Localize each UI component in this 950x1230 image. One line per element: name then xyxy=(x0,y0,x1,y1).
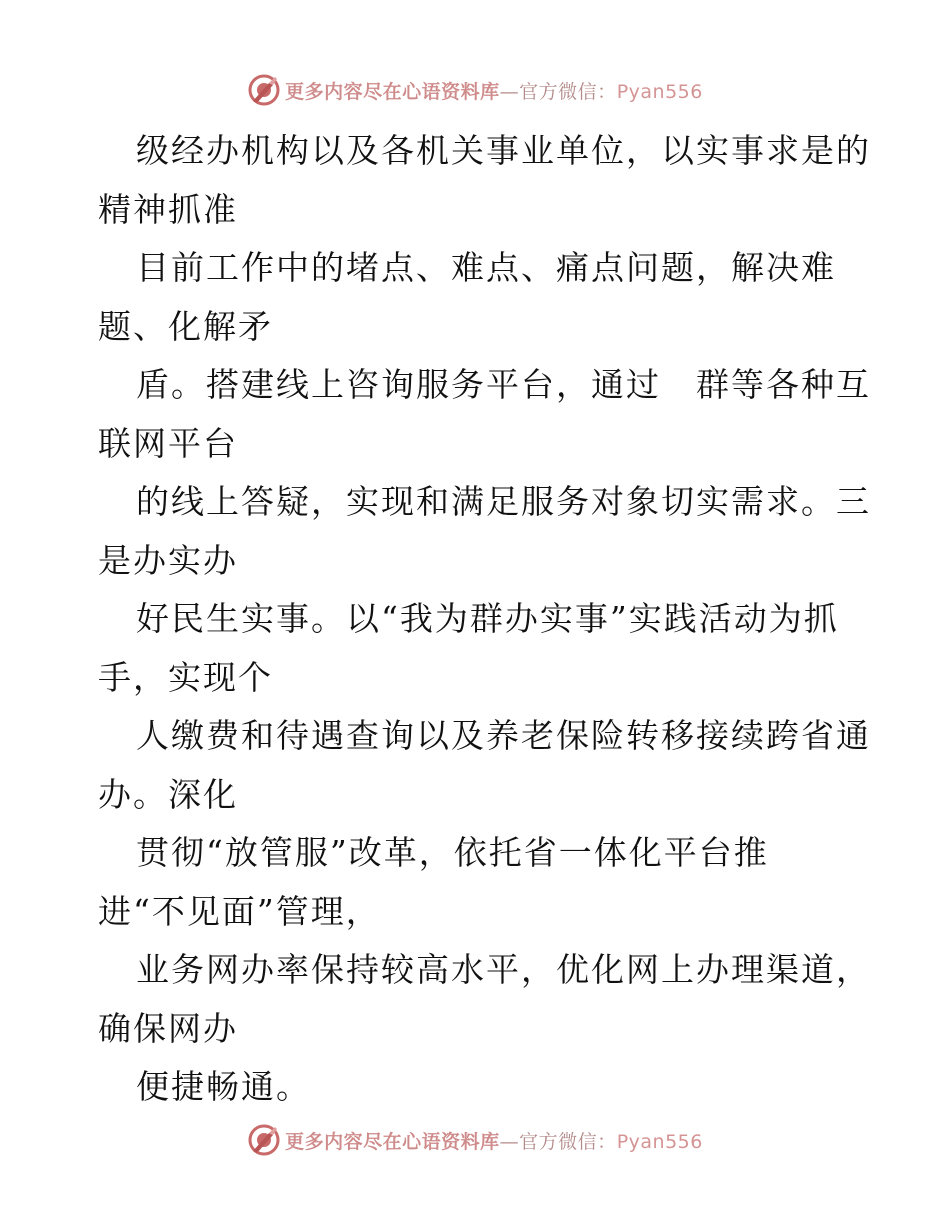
footer-brand-text: 更多内容尽在心语资料库 xyxy=(285,1130,500,1153)
body-line: 贯彻“放管服”改革，依托省一体化平台推 xyxy=(136,833,769,872)
body-line: 级经办机构以及各机关事业单位，以实事求是的 xyxy=(136,131,871,170)
red-seal-logo-icon xyxy=(247,1123,281,1157)
footer-watermark-text xyxy=(285,1127,703,1154)
footer-separator: — xyxy=(499,1130,520,1153)
header-brand-text: 更多内容尽在心语资料库 xyxy=(285,80,500,103)
body-line: 办。深化 xyxy=(98,774,238,814)
body-line: 精神抓准 xyxy=(98,189,238,229)
body-line: 目前工作中的堵点、难点、痛点问题，解决难 xyxy=(136,248,836,287)
body-line: 确保网办 xyxy=(98,1008,238,1048)
body-line: 好民生实事。以“我为群办实事”实践活动为抓 xyxy=(136,599,839,638)
header-handle: Pyan556 xyxy=(616,80,703,103)
footer-banner xyxy=(0,1120,950,1160)
body-line: 题、化解矛 xyxy=(98,306,273,346)
footer-contact-text: 官方微信： xyxy=(519,1130,617,1153)
body-line: 是办实办 xyxy=(98,540,238,580)
body-line: 便捷畅通。 xyxy=(136,1067,311,1106)
body-line: 进“不见面”管理， xyxy=(98,891,381,931)
body-line: 人缴费和待遇查询以及养老保险转移接续跨省通 xyxy=(136,716,871,755)
body-line: 联网平台 xyxy=(98,423,238,463)
header-separator: — xyxy=(499,80,520,103)
footer-handle: Pyan556 xyxy=(616,1130,703,1153)
body-line: 的线上答疑，实现和满足服务对象切实需求。三 xyxy=(136,482,871,521)
header-contact-text: 官方微信： xyxy=(519,80,617,103)
header-watermark-text xyxy=(285,77,703,104)
red-seal-logo-icon xyxy=(247,73,281,107)
body-line: 业务网办率保持较高水平，优化网上办理渠道， xyxy=(136,950,871,989)
header-banner xyxy=(0,70,950,110)
document-body xyxy=(98,122,871,1117)
body-line: 手，实现个 xyxy=(98,657,273,697)
body-line: 盾。搭建线上咨询服务平台，通过 群等各种互 xyxy=(136,365,871,404)
